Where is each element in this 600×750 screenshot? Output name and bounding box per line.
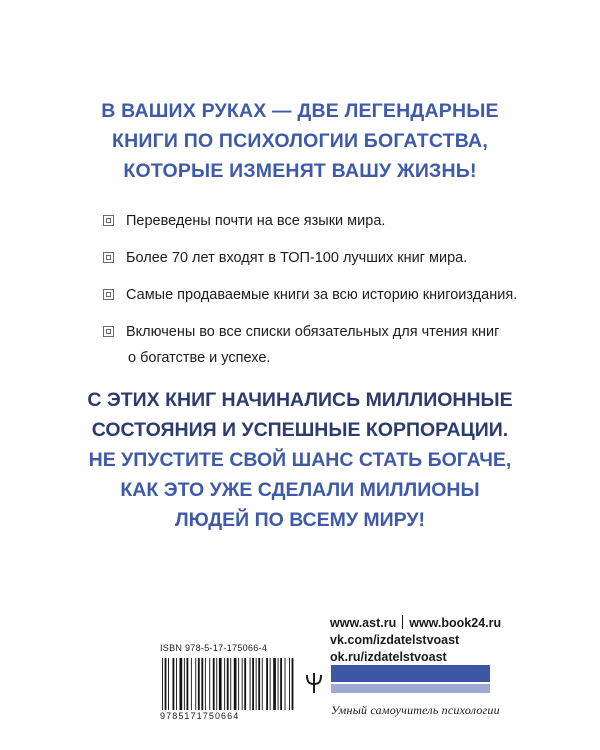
barcode-bar (256, 658, 257, 710)
closing-statement (40, 385, 560, 535)
barcode-bar (180, 658, 183, 710)
feature-text: Самые продаваемые книги за всю историю книгоиздания. (126, 287, 518, 303)
barcode-bar (187, 658, 189, 710)
barcode-bar (162, 658, 163, 710)
closing-line-5: ЛЮДЕЙ ПО ВСЕМУ МИРУ! (174, 509, 426, 531)
barcode-bar (219, 658, 222, 710)
feature-item (103, 284, 517, 306)
barcode-bar (242, 658, 243, 710)
barcode-bar (280, 658, 282, 710)
barcode-bar (258, 658, 260, 710)
closing-line-3: НЕ УПУСТИТЕ СВОЙ ШАНС СТАТЬ БОГАЧЕ, (88, 449, 512, 471)
feature-item (103, 247, 467, 269)
barcode-bar (176, 658, 177, 710)
square-bullet-icon (103, 215, 114, 226)
barcode-bar (270, 658, 271, 710)
feature-text: Более 70 лет входят в ТОП-100 лучших книг мира. (126, 250, 468, 266)
feature-text: Включены во все списки обязательных для чтения книг (126, 324, 500, 340)
barcode-bar (198, 658, 200, 710)
feature-item (103, 321, 499, 369)
barcode-bar (173, 658, 175, 710)
square-bullet-icon (103, 289, 114, 300)
series-bar-light (331, 684, 490, 693)
barcode-bar (278, 658, 279, 710)
series-bar-dark (331, 665, 490, 682)
barcode-bar (289, 658, 290, 710)
feature-text: Переведены почти на все языки мира. (126, 213, 386, 229)
headline-line-2: КНИГИ ПО ПСИХОЛОГИИ БОГАТСТВА, (112, 130, 488, 152)
barcode-bar (292, 658, 294, 710)
barcode-bar (191, 658, 192, 710)
headline-line-1: В ВАШИХ РУКАХ — ДВЕ ЛЕГЕНДАРНЫЕ (101, 100, 499, 122)
isbn-label: ISBN 978-5-17-175066-4 (160, 643, 268, 653)
headline (50, 96, 550, 186)
barcode-bar (184, 658, 185, 710)
barcode-bar (213, 658, 215, 710)
barcode-bar (273, 658, 276, 710)
site-book24-link[interactable]: www.book24.ru (409, 616, 502, 630)
barcode (160, 658, 294, 710)
barcode-bar (234, 658, 237, 710)
barcode-bar (266, 658, 268, 710)
barcode-digits: 9785171750664 (160, 711, 240, 721)
series-name: Умный самоучитель психологии (331, 703, 500, 717)
publisher-links (330, 615, 501, 666)
barcode-bar (195, 658, 196, 710)
barcode-bar (216, 658, 217, 710)
barcode-bar (209, 658, 210, 710)
barcode-bar (238, 658, 239, 710)
divider (402, 615, 403, 629)
barcode-bar (165, 658, 167, 710)
barcode-bar (252, 658, 254, 710)
barcode-bar (224, 658, 225, 710)
barcode-bar (230, 658, 231, 710)
barcode-bar (205, 658, 206, 710)
feature-item (103, 210, 385, 232)
site-ast-link[interactable]: www.ast.ru (330, 616, 397, 630)
barcode-bar (168, 658, 169, 710)
vk-link[interactable]: vk.com/izdatelstvoast (330, 633, 460, 647)
square-bullet-icon (103, 252, 114, 263)
barcode-bar (285, 658, 286, 710)
headline-line-3: КОТОРЫЕ ИЗМЕНЯТ ВАШУ ЖИЗНЬ! (123, 160, 477, 182)
closing-line-2: СОСТОЯНИЯ И УСПЕШНЫЕ КОРПОРАЦИИ. (91, 419, 509, 441)
psi-logo-icon (305, 672, 323, 694)
ok-link[interactable]: ok.ru/izdatelstvoast (330, 650, 447, 664)
feature-text-continued: о богатстве и успехе. (128, 350, 271, 366)
closing-line-4: КАК ЭТО УЖЕ СДЕЛАЛИ МИЛЛИОНЫ (120, 479, 480, 501)
barcode-bar (250, 658, 251, 710)
closing-line-1: С ЭТИХ КНИГ НАЧИНАЛИСЬ МИЛЛИОННЫЕ (87, 389, 513, 411)
barcode-bar (262, 658, 263, 710)
barcode-bar (201, 658, 203, 710)
barcode-bar (227, 658, 229, 710)
square-bullet-icon (103, 326, 114, 337)
barcode-bar (244, 658, 246, 710)
